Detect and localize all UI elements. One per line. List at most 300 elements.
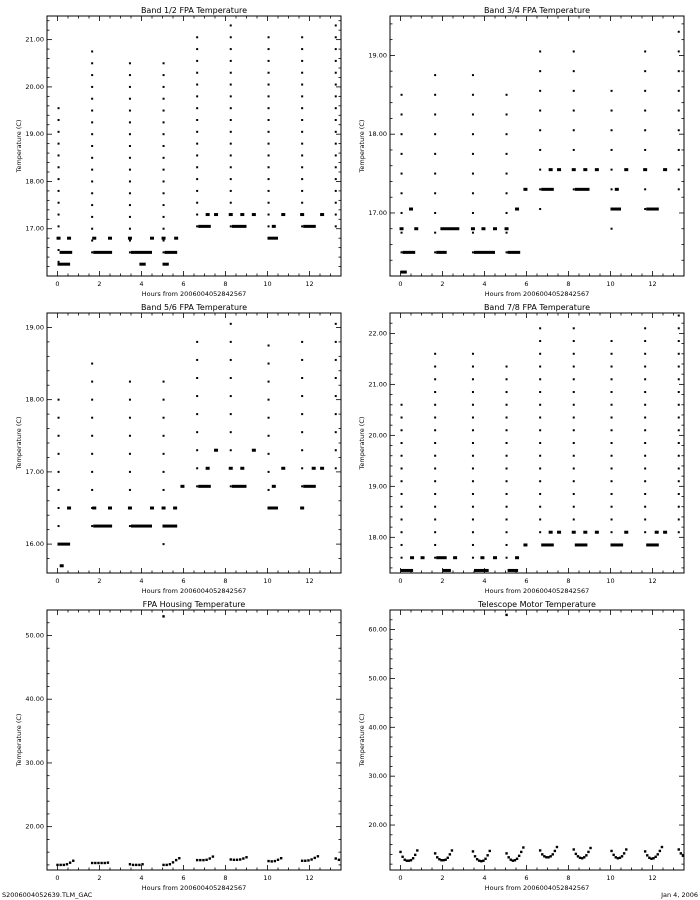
data-point	[472, 366, 474, 368]
data-point	[506, 366, 508, 368]
data-point	[678, 480, 680, 482]
data-point	[301, 95, 303, 97]
data-point	[129, 180, 131, 182]
data-point	[230, 202, 232, 204]
chart-panel-4	[358, 303, 684, 595]
data-point	[129, 453, 131, 455]
data-point	[595, 168, 599, 171]
data-point	[573, 353, 575, 355]
data-point	[549, 855, 551, 857]
data-point	[91, 862, 93, 864]
data-point	[648, 857, 650, 859]
data-point	[434, 531, 436, 533]
y-tick-label: 50.00	[368, 674, 387, 683]
data-point	[301, 143, 303, 145]
data-point	[91, 169, 93, 171]
data-point	[91, 133, 93, 135]
data-point	[472, 442, 474, 444]
data-point	[205, 859, 207, 861]
data-point	[58, 225, 60, 227]
data-point	[100, 862, 102, 864]
data-point	[91, 98, 93, 100]
x-tick-label: 10	[263, 577, 272, 585]
data-point	[434, 212, 436, 214]
data-point	[129, 157, 131, 159]
x-tick-label: 10	[263, 874, 272, 882]
data-point	[163, 180, 165, 182]
data-point	[493, 227, 497, 230]
data-point	[301, 131, 303, 133]
data-point	[214, 213, 218, 216]
data-point	[301, 36, 303, 38]
y-tick-label: 19.00	[368, 51, 387, 60]
x-tick-label: 6	[181, 280, 186, 288]
data-point	[493, 556, 497, 559]
data-point	[58, 202, 60, 204]
data-point	[163, 133, 165, 135]
x-tick-label: 12	[305, 280, 314, 288]
data-point	[281, 213, 285, 216]
data-point	[335, 190, 337, 192]
data-point	[401, 856, 403, 858]
data-point	[573, 129, 575, 131]
data-point	[335, 60, 337, 62]
data-point	[523, 188, 527, 191]
data-point	[91, 121, 93, 123]
x-tick-label: 2	[97, 874, 102, 882]
data-point	[150, 237, 154, 240]
data-point	[91, 489, 93, 491]
data-point	[539, 467, 541, 469]
data-point	[196, 131, 198, 133]
x-tick-label: 4	[139, 874, 144, 882]
data-point	[401, 113, 403, 115]
data-point	[506, 378, 508, 380]
data-point	[506, 173, 508, 175]
data-point	[335, 24, 337, 26]
plot-frame	[47, 610, 341, 870]
data-point	[401, 404, 403, 406]
data-point	[573, 848, 575, 850]
data-point	[240, 213, 244, 216]
data-point	[589, 847, 591, 849]
data-point	[472, 480, 474, 482]
data-point	[335, 84, 337, 86]
data-point	[196, 154, 198, 156]
data-point	[196, 60, 198, 62]
data-point	[506, 442, 508, 444]
data-point	[91, 62, 93, 64]
data-point	[440, 859, 442, 861]
data-point	[506, 417, 508, 419]
data-point	[545, 856, 547, 858]
x-tick-label: 4	[482, 280, 487, 288]
data-point	[301, 467, 303, 469]
data-point	[453, 556, 457, 559]
baseline-segment	[474, 251, 495, 254]
data-point	[91, 471, 93, 473]
data-point	[678, 455, 680, 457]
data-point	[573, 50, 575, 52]
data-point	[129, 251, 131, 253]
data-point	[619, 857, 621, 859]
data-point	[230, 72, 232, 74]
data-point	[196, 202, 198, 204]
data-point	[178, 857, 180, 859]
data-point	[539, 493, 541, 495]
baseline-segment	[401, 569, 414, 572]
data-point	[252, 213, 256, 216]
data-point	[163, 121, 165, 123]
data-point	[206, 213, 210, 216]
data-point	[141, 863, 143, 865]
data-point	[196, 48, 198, 50]
data-point	[573, 391, 575, 393]
y-tick-label: 22.00	[368, 329, 387, 338]
data-point	[166, 864, 168, 866]
x-tick-label: 4	[482, 577, 487, 585]
data-point	[480, 556, 484, 559]
data-point	[163, 86, 165, 88]
chart-title: FPA Housing Temperature	[142, 600, 246, 609]
data-point	[196, 431, 198, 433]
data-point	[471, 227, 475, 230]
data-point	[414, 854, 416, 856]
data-point	[474, 855, 476, 857]
data-point	[212, 855, 214, 857]
data-point	[58, 435, 60, 437]
data-point	[401, 557, 403, 559]
data-point	[678, 531, 680, 533]
data-point	[268, 178, 270, 180]
baseline-segment	[508, 569, 518, 572]
data-point	[230, 485, 232, 487]
data-point	[472, 353, 474, 355]
x-tick-label: 2	[97, 280, 102, 288]
data-point	[650, 858, 652, 860]
data-point	[506, 480, 508, 482]
data-point	[301, 395, 303, 397]
data-point	[657, 853, 659, 855]
data-point	[401, 467, 403, 469]
data-point	[572, 531, 576, 534]
data-point	[335, 143, 337, 145]
data-point	[611, 149, 613, 151]
x-tick-label: 4	[139, 280, 144, 288]
y-tick-label: 40.00	[25, 695, 44, 704]
data-point	[434, 852, 436, 854]
data-point	[644, 149, 646, 151]
data-point	[274, 860, 276, 862]
data-point	[434, 173, 436, 175]
data-point	[512, 860, 514, 862]
data-point	[173, 507, 177, 510]
data-point	[58, 489, 60, 491]
data-point	[644, 493, 646, 495]
data-point	[268, 154, 270, 156]
data-point	[554, 850, 556, 852]
data-point	[301, 359, 303, 361]
chart-title: Band 7/8 FPA Temperature	[483, 303, 591, 312]
data-point	[92, 237, 96, 240]
data-point	[129, 145, 131, 147]
data-point	[506, 429, 508, 431]
data-point	[401, 251, 403, 253]
data-point	[611, 518, 613, 520]
data-point	[434, 232, 436, 234]
data-point	[472, 378, 474, 380]
data-point	[678, 129, 680, 131]
chart-panel-2	[358, 6, 684, 298]
data-point	[196, 119, 198, 121]
data-point	[575, 853, 577, 855]
data-point	[401, 417, 403, 419]
data-point	[472, 850, 474, 852]
data-point	[434, 378, 436, 380]
data-point	[573, 442, 575, 444]
x-axis-label: Hours from 2006004052842567	[141, 290, 247, 298]
y-tick-label: 50.00	[25, 631, 44, 640]
data-point	[663, 168, 667, 171]
data-point	[301, 48, 303, 50]
data-point	[573, 404, 575, 406]
data-point	[401, 94, 403, 96]
data-point	[539, 327, 541, 329]
baseline-segment	[575, 188, 590, 191]
x-tick-label: 2	[440, 280, 445, 288]
x-tick-label: 8	[223, 874, 228, 882]
data-point	[410, 859, 412, 861]
data-point	[539, 188, 541, 190]
data-point	[335, 395, 337, 397]
x-tick-label: 12	[648, 874, 657, 882]
data-point	[644, 50, 646, 52]
data-point	[91, 453, 93, 455]
data-point	[252, 449, 256, 452]
data-point	[301, 107, 303, 109]
data-point	[518, 855, 520, 857]
data-point	[300, 507, 304, 510]
baseline-segment	[131, 251, 152, 254]
data-point	[644, 429, 646, 431]
data-point	[129, 133, 131, 135]
data-point	[58, 453, 60, 455]
data-point	[451, 849, 453, 851]
data-point	[58, 417, 60, 419]
footer-date: Jan 4, 2006	[661, 891, 698, 899]
data-point	[625, 848, 627, 850]
data-point	[573, 378, 575, 380]
data-point	[268, 119, 270, 121]
data-point	[230, 119, 232, 121]
data-point	[506, 506, 508, 508]
baseline-segment	[611, 543, 624, 546]
data-point	[434, 429, 436, 431]
data-point	[338, 859, 340, 861]
data-point	[230, 858, 232, 860]
data-point	[434, 544, 436, 546]
data-point	[301, 119, 303, 121]
data-point	[522, 846, 524, 848]
data-point	[644, 404, 646, 406]
data-point	[163, 157, 165, 159]
data-point	[661, 846, 663, 848]
baseline-segment	[232, 225, 247, 228]
x-tick-label: 10	[606, 280, 615, 288]
data-point	[271, 860, 273, 862]
data-point	[180, 485, 184, 488]
plot-frame	[390, 16, 684, 276]
y-tick-label: 40.00	[368, 723, 387, 732]
data-point	[335, 413, 337, 415]
x-tick-label: 12	[305, 874, 314, 882]
data-point	[557, 168, 561, 171]
data-point	[434, 391, 436, 393]
data-point	[404, 859, 406, 861]
y-tick-label: 19.00	[25, 323, 44, 332]
baseline-segment	[93, 251, 112, 254]
data-point	[97, 862, 99, 864]
data-point	[611, 417, 613, 419]
data-point	[644, 480, 646, 482]
data-point	[644, 467, 646, 469]
data-point	[272, 485, 276, 488]
x-tick-label: 4	[139, 577, 144, 585]
data-point	[129, 863, 131, 865]
data-point	[472, 544, 474, 546]
y-tick-label: 17.00	[25, 467, 44, 476]
data-point	[581, 857, 583, 859]
data-point	[408, 860, 410, 862]
data-point	[307, 859, 309, 861]
data-point	[91, 216, 93, 218]
data-point	[401, 480, 403, 482]
data-point	[129, 204, 131, 206]
baseline-segment	[93, 525, 112, 528]
data-point	[644, 208, 646, 210]
data-point	[486, 854, 488, 856]
y-tick-label: 30.00	[368, 772, 387, 781]
data-point	[401, 455, 403, 457]
data-point	[505, 852, 507, 854]
data-point	[401, 153, 403, 155]
data-point	[268, 84, 270, 86]
data-point	[644, 366, 646, 368]
data-point	[150, 507, 154, 510]
data-point	[196, 178, 198, 180]
data-point	[230, 36, 232, 38]
baseline-segment	[436, 251, 447, 254]
data-point	[539, 442, 541, 444]
data-point	[58, 249, 60, 251]
data-point	[579, 857, 581, 859]
data-point	[678, 353, 680, 355]
data-point	[277, 859, 279, 861]
data-point	[573, 480, 575, 482]
data-point	[301, 60, 303, 62]
data-point	[230, 60, 232, 62]
data-point	[573, 429, 575, 431]
y-tick-label: 30.00	[25, 758, 44, 767]
data-point	[401, 173, 403, 175]
data-point	[335, 131, 337, 133]
data-point	[539, 366, 541, 368]
baseline-segment	[139, 263, 145, 266]
baseline-segment	[198, 485, 211, 488]
data-point	[539, 110, 541, 112]
data-point	[506, 192, 508, 194]
data-point	[482, 860, 484, 862]
data-point	[449, 853, 451, 855]
data-point	[655, 531, 659, 534]
data-point	[611, 531, 613, 533]
y-tick-label: 21.00	[368, 380, 387, 389]
x-tick-label: 8	[566, 874, 571, 882]
baseline-segment	[131, 525, 152, 528]
y-axis-label: Temperature (C)	[15, 119, 23, 173]
data-point	[199, 859, 201, 861]
data-point	[163, 145, 165, 147]
data-point	[678, 70, 680, 72]
data-point	[539, 378, 541, 380]
data-point	[91, 228, 93, 230]
data-point	[644, 327, 646, 329]
data-point	[472, 133, 474, 135]
data-point	[335, 377, 337, 379]
data-point	[506, 493, 508, 495]
data-point	[583, 856, 585, 858]
data-point	[644, 90, 646, 92]
data-point	[472, 192, 474, 194]
data-point	[230, 154, 232, 156]
baseline-segment	[163, 263, 169, 266]
x-axis-label: Hours from 2006004052842567	[484, 587, 590, 595]
y-tick-label: 18.00	[25, 395, 44, 404]
baseline-segment	[198, 225, 211, 228]
data-point	[644, 70, 646, 72]
data-point	[434, 404, 436, 406]
data-point	[135, 864, 137, 866]
data-point	[611, 340, 613, 342]
data-point	[541, 853, 543, 855]
data-point	[230, 24, 232, 26]
data-point	[196, 214, 198, 216]
data-point	[572, 168, 576, 171]
baseline-segment	[58, 543, 71, 546]
data-point	[472, 557, 474, 559]
data-point	[268, 453, 270, 455]
data-point	[472, 94, 474, 96]
data-point	[174, 237, 178, 240]
data-point	[301, 377, 303, 379]
baseline-segment	[232, 485, 247, 488]
data-point	[91, 399, 93, 401]
data-point	[539, 849, 541, 851]
data-point	[281, 467, 285, 470]
data-point	[478, 860, 480, 862]
data-point	[301, 202, 303, 204]
data-point	[442, 859, 444, 861]
data-point	[91, 525, 93, 527]
baseline-segment	[58, 263, 71, 266]
baseline-segment	[303, 225, 316, 228]
baseline-segment	[60, 251, 73, 254]
data-point	[63, 864, 65, 866]
data-point	[505, 614, 507, 616]
data-point	[268, 36, 270, 38]
x-axis-label: Hours from 2006004052842567	[141, 884, 247, 890]
data-point	[335, 107, 337, 109]
